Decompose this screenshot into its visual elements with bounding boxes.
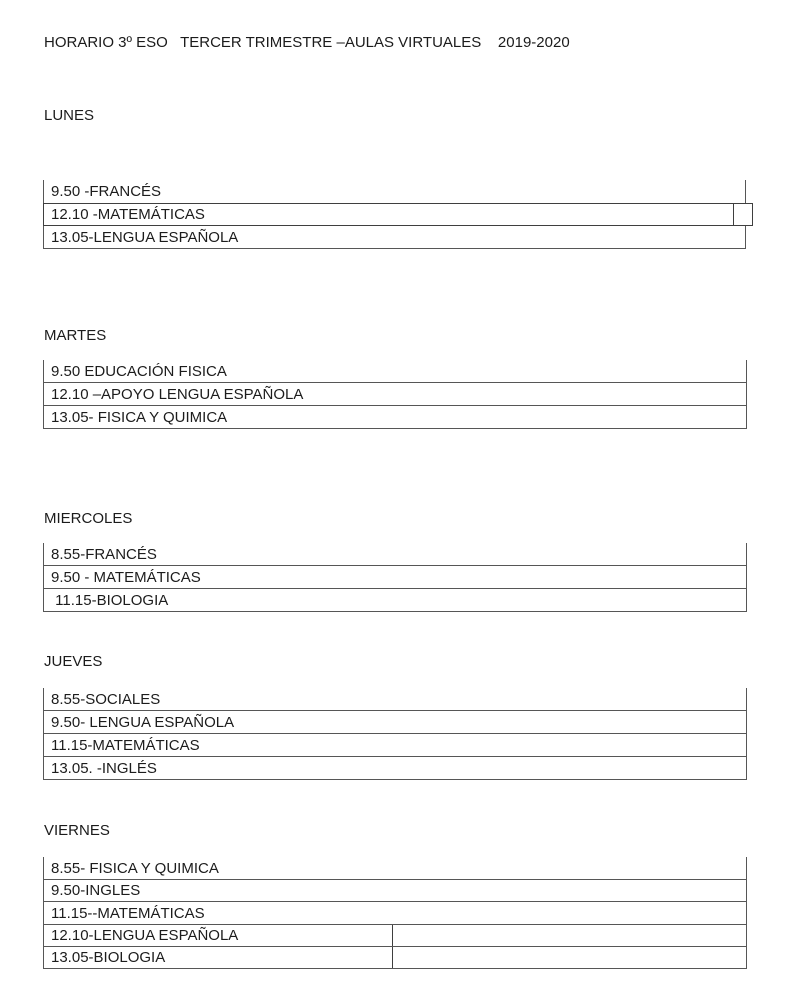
row-text: 9.50 -FRANCÉS (51, 183, 162, 200)
row-text: 11.15-BIOLOGIA (51, 591, 169, 609)
table-row (43, 734, 747, 757)
row-text: 13.05- FISICA Y QUIMICA (51, 408, 228, 426)
table-row (43, 360, 747, 383)
table-row (43, 383, 747, 406)
table-row (43, 226, 746, 249)
schedule-table-miercoles (43, 543, 747, 612)
schedule-table-viernes (43, 857, 747, 969)
row-text: 9.50 - MATEMÁTICAS (51, 568, 201, 586)
table-row (43, 543, 747, 566)
empty-cell (393, 925, 746, 946)
table-row (43, 180, 746, 203)
schedule-table-martes (43, 360, 747, 429)
schedule-table-jueves (43, 688, 747, 780)
day-label-jueves: JUEVES (44, 653, 103, 670)
table-row (43, 566, 747, 589)
table-row (43, 589, 747, 612)
row-text: 8.55- FISICA Y QUIMICA (51, 859, 219, 877)
row-text: 8.55-FRANCÉS (51, 545, 157, 563)
row-text: 13.05-BIOLOGIA (44, 947, 393, 968)
empty-cell (393, 947, 746, 968)
row-text: 13.05-LENGUA ESPAÑOLA (51, 228, 239, 246)
row-text: 8.55-SOCIALES (51, 690, 161, 708)
day-label-lunes: LUNES (44, 107, 95, 124)
table-row (43, 880, 747, 902)
table-row (43, 203, 753, 226)
table-row (43, 757, 747, 780)
empty-cell (733, 204, 752, 225)
day-label-viernes: VIERNES (44, 822, 110, 839)
table-row (43, 711, 747, 734)
day-label-martes: MARTES (44, 327, 107, 344)
row-text: 9.50- LENGUA ESPAÑOLA (51, 713, 235, 731)
row-text: 12.10 –APOYO LENGUA ESPAÑOLA (51, 385, 304, 403)
table-row (43, 902, 747, 925)
table-row (43, 688, 747, 711)
table-row (43, 857, 747, 880)
row-text: 9.50 EDUCACIÓN FISICA (51, 362, 227, 380)
table-row (43, 947, 747, 969)
row-text: 13.05. -INGLÉS (51, 759, 157, 777)
table-row (43, 925, 747, 947)
row-text: 11.15-MATEMÁTICAS (51, 736, 200, 754)
row-text: 9.50-INGLES (51, 882, 141, 899)
row-text: 12.10-LENGUA ESPAÑOLA (44, 925, 393, 946)
schedule-table-lunes (43, 180, 753, 249)
table-row (43, 406, 747, 429)
row-text: 11.15--MATEMÁTICAS (51, 904, 205, 922)
day-label-miercoles: MIERCOLES (44, 510, 133, 527)
row-text: 12.10 -MATEMÁTICAS (51, 206, 205, 223)
document-title: HORARIO 3º ESO TERCER TRIMESTRE –AULAS VIRTUALES 2019-2020 (44, 34, 570, 51)
